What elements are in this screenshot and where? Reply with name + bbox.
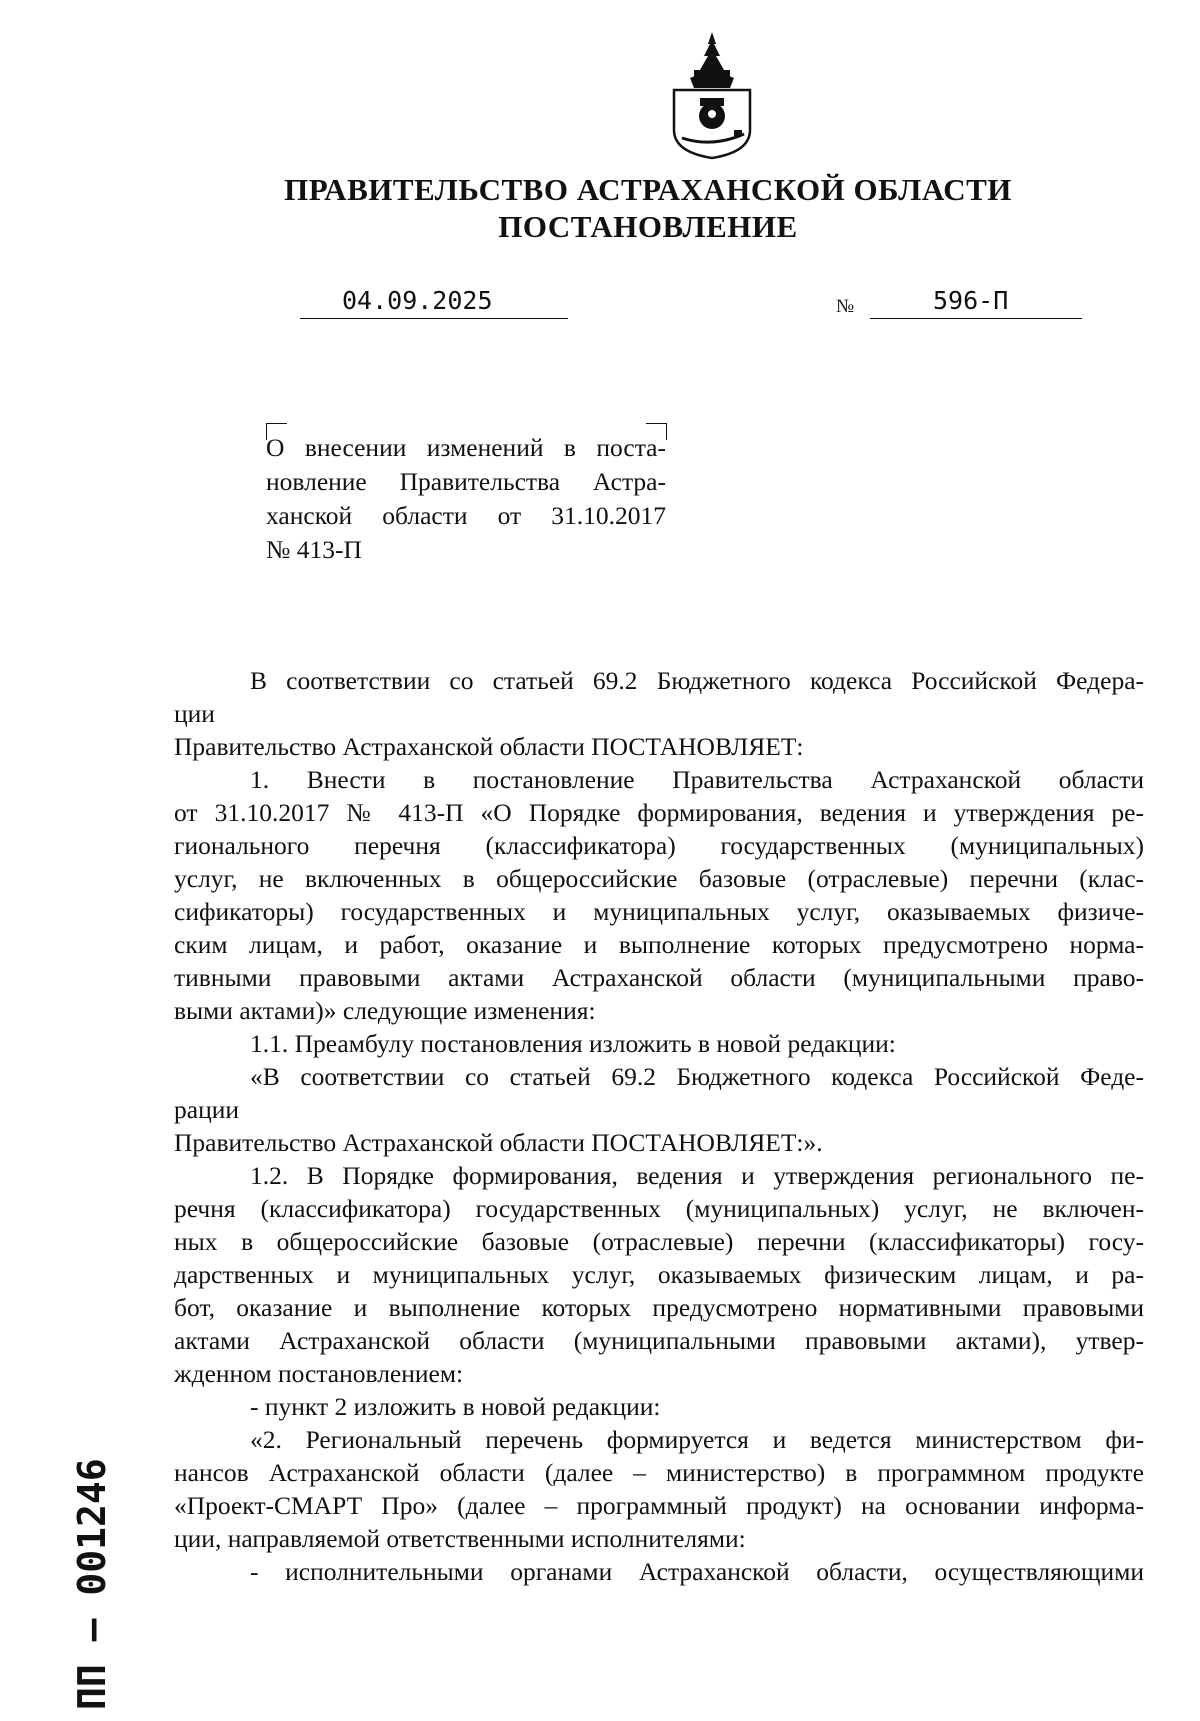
document-type-title: ПОСТАНОВЛЕНИЕ — [498, 209, 798, 244]
body-line: услуг, не включенных в общероссийские базовые (отраслевые) перечни (клас- — [174, 864, 1144, 893]
body-line: ции — [174, 699, 215, 728]
body-line: рации — [174, 1095, 240, 1124]
body-line: ским лицам, и работ, оказание и выполнение которых предусмотрено норма- — [174, 930, 1144, 959]
body-line: 1. Внести в постановление Правительства Астраханской области — [250, 765, 1144, 794]
body-line: гионального перечня (классификатора) государственных (муниципальных) — [174, 831, 1144, 860]
body-line: Правительство Астраханской области ПОСТАНОВЛЯЕТ: — [174, 732, 804, 761]
body-line: сификаторы) государственных и муниципальных услуг, оказываемых физиче- — [174, 897, 1144, 926]
body-line: нансов Астраханской области (далее – министерство) в программном продукте — [174, 1458, 1144, 1487]
document-number: 596-П — [933, 286, 1009, 315]
body-line: «В соответствии со статьей 69.2 Бюджетного кодекса Российской Феде- — [250, 1062, 1144, 1091]
number-sign: № — [836, 296, 855, 317]
document-date: 04.09.2025 — [342, 286, 493, 315]
body-line: дарственных и муниципальных услуг, оказываемых физическим лицам, и ра- — [174, 1260, 1144, 1289]
coat-of-arms-icon — [664, 30, 760, 160]
body-line: жденном постановлением: — [174, 1359, 464, 1388]
document-subject — [266, 431, 666, 567]
body-line: ных в общероссийские базовые (отраслевые) перечни (классификаторы) госу- — [174, 1227, 1144, 1256]
body-line: речня (классификатора) государственных (муниципальных) услуг, не включен- — [174, 1194, 1144, 1223]
stamp-text: ПП – 001246 — [70, 1458, 114, 1710]
registration-stamp — [40, 1350, 114, 1710]
subject-line: № 413-П — [266, 535, 362, 564]
body-line: 1.2. В Порядке формирования, ведения и утверждения регионального пе- — [250, 1161, 1144, 1190]
government-title: ПРАВИТЕЛЬСТВО АСТРАХАНСКОЙ ОБЛАСТИ — [284, 172, 1012, 207]
body-line: - исполнительными органами Астраханской области, осуществляющими — [250, 1557, 1144, 1586]
subject-line: ханской области от 31.10.2017 — [266, 501, 666, 530]
body-line: 1.1. Преамбулу постановления изложить в новой редакции: — [250, 1029, 896, 1058]
body-line: «Проект-СМАРТ Про» (далее – программный продукт) на основании информа- — [174, 1491, 1144, 1520]
body-line: ции, направляемой ответственными исполнителями: — [174, 1524, 746, 1553]
body-line: В соответствии со статьей 69.2 Бюджетного кодекса Российской Федера- — [250, 666, 1144, 695]
body-line: бот, оказание и выполнение которых предусмотрено нормативными правовыми — [174, 1293, 1144, 1322]
body-line: актами Астраханской области (муниципальными правовыми актами), утвер- — [174, 1326, 1144, 1355]
registration-number — [70, 1458, 114, 1710]
subject-line: новление Правительства Астра- — [266, 467, 666, 496]
body-line: выми актами)» следующие изменения: — [174, 996, 596, 1025]
body-line: - пункт 2 изложить в новой редакции: — [250, 1392, 661, 1421]
subject-line: О внесении изменений в поста- — [266, 433, 666, 462]
document-body — [174, 664, 1144, 1588]
body-line: тивными правовыми актами Астраханской области (муниципальными право- — [174, 963, 1144, 992]
body-line: «2. Региональный перечень формируется и ведется министерством фи- — [250, 1425, 1144, 1454]
body-line: Правительство Астраханской области ПОСТАНОВЛЯЕТ:». — [174, 1128, 823, 1157]
body-line: от 31.10.2017 № 413-П «О Порядке формирования, ведения и утверждения ре- — [174, 798, 1144, 827]
